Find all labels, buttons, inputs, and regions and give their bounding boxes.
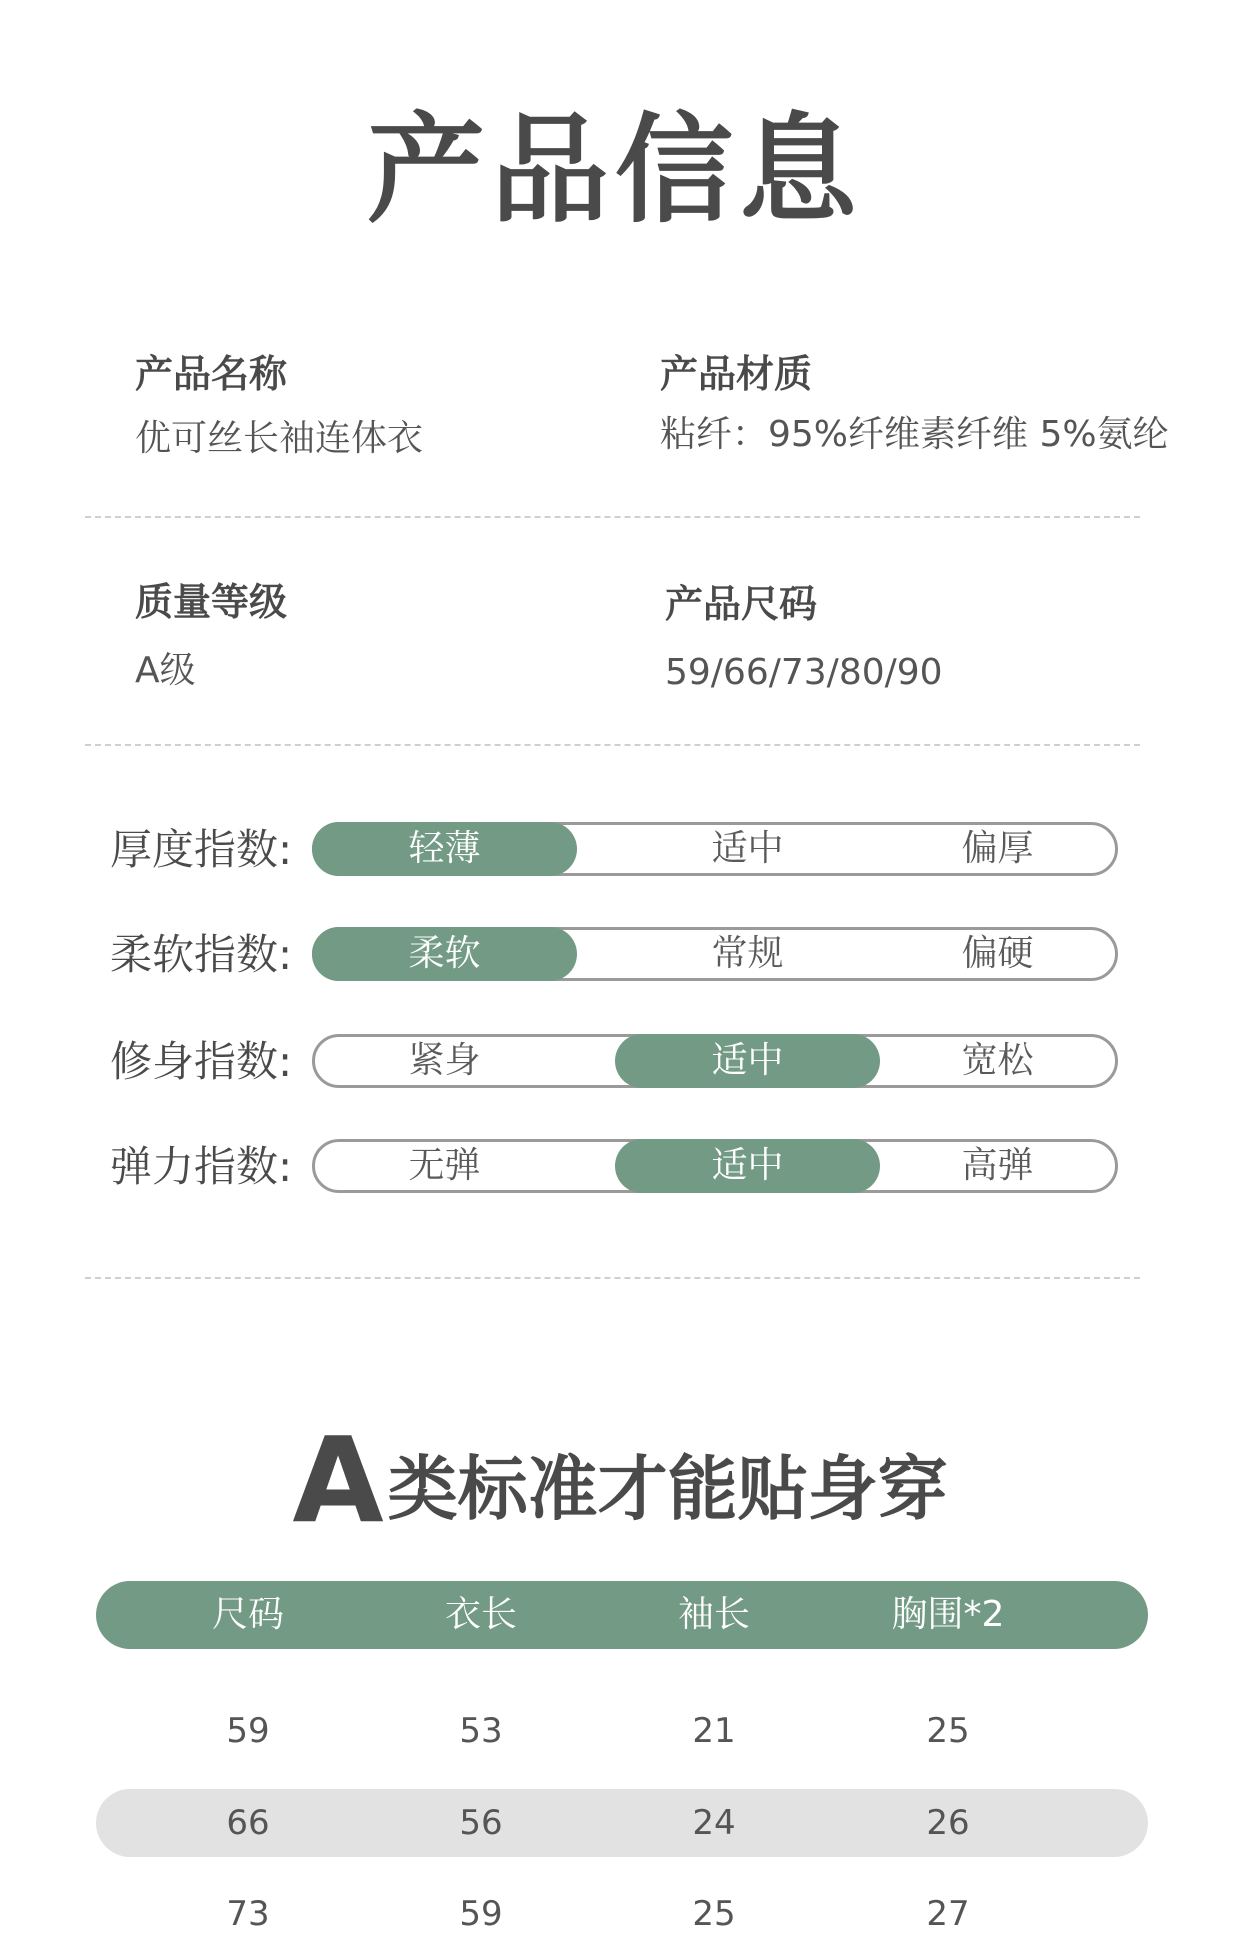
scale-option-right: 偏硬 (961, 933, 1034, 974)
table-cell-chest: 25 (926, 1711, 970, 1751)
info-label-sizes: 产品尺码 (665, 582, 818, 626)
header-cell-sleeve: 袖长 (677, 1594, 750, 1635)
header-cell-size: 尺码 (211, 1594, 284, 1635)
table-cell-chest: 27 (926, 1894, 970, 1934)
scale-option-middle: 常规 (711, 933, 784, 974)
title-text: 类标准才能贴身穿 (387, 1448, 948, 1530)
table-cell-length: 53 (459, 1711, 503, 1751)
table-row (0, 1880, 1240, 1948)
title-letter-a: A (292, 1411, 384, 1549)
table-cell-size: 59 (226, 1711, 270, 1751)
info-label-name: 产品名称 (135, 352, 288, 396)
info-label-material: 产品材质 (660, 352, 813, 396)
index-label: 修身指数: (110, 1037, 293, 1086)
index-label: 柔软指数: (110, 930, 293, 979)
index-scale (312, 1034, 1118, 1088)
header-cell-chest: 胸围*2 (891, 1594, 1005, 1635)
divider (85, 744, 1140, 746)
table-cell-size: 73 (226, 1894, 270, 1934)
table-cell-sleeve: 24 (692, 1803, 736, 1843)
index-label: 厚度指数: (110, 825, 293, 874)
table-row (0, 1789, 1240, 1857)
table-cell-length: 56 (459, 1803, 503, 1843)
scale-option-middle: 适中 (615, 1034, 880, 1088)
table-cell-sleeve: 21 (692, 1711, 736, 1751)
header-cell-length: 衣长 (444, 1594, 517, 1635)
divider (85, 1277, 1140, 1279)
scale-option-right: 偏厚 (961, 828, 1034, 869)
info-value-name: 优可丝长袖连体衣 (135, 418, 424, 459)
index-scale (312, 927, 1118, 981)
info-value-grade: A级 (135, 650, 196, 691)
scale-option-left: 无弹 (408, 1145, 481, 1186)
table-cell-chest: 26 (926, 1803, 970, 1843)
table-cell-sleeve: 25 (692, 1894, 736, 1934)
scale-option-left: 紧身 (408, 1040, 481, 1081)
table-row (0, 1697, 1240, 1765)
table-cell-size: 66 (226, 1803, 270, 1843)
scale-option-middle: 适中 (711, 828, 784, 869)
page-title: 产品信息 (366, 101, 863, 239)
info-label-grade: 质量等级 (135, 580, 288, 624)
index-label: 弹力指数: (110, 1142, 293, 1191)
section-title-a-class (0, 1411, 1240, 1549)
info-value-sizes: 59/66/73/80/90 (665, 652, 943, 693)
scale-option-left: 柔软 (312, 927, 577, 981)
divider (85, 516, 1140, 518)
info-value-material: 粘纤：95%纤维素纤维 5%氨纶 (660, 414, 1169, 455)
table-cell-length: 59 (459, 1894, 503, 1934)
scale-option-middle: 适中 (615, 1139, 880, 1193)
scale-option-left: 轻薄 (312, 822, 577, 876)
index-scale (312, 1139, 1118, 1193)
size-table-header (96, 1581, 1148, 1649)
scale-option-right: 高弹 (961, 1145, 1034, 1186)
scale-option-right: 宽松 (961, 1040, 1034, 1081)
index-scale (312, 822, 1118, 876)
